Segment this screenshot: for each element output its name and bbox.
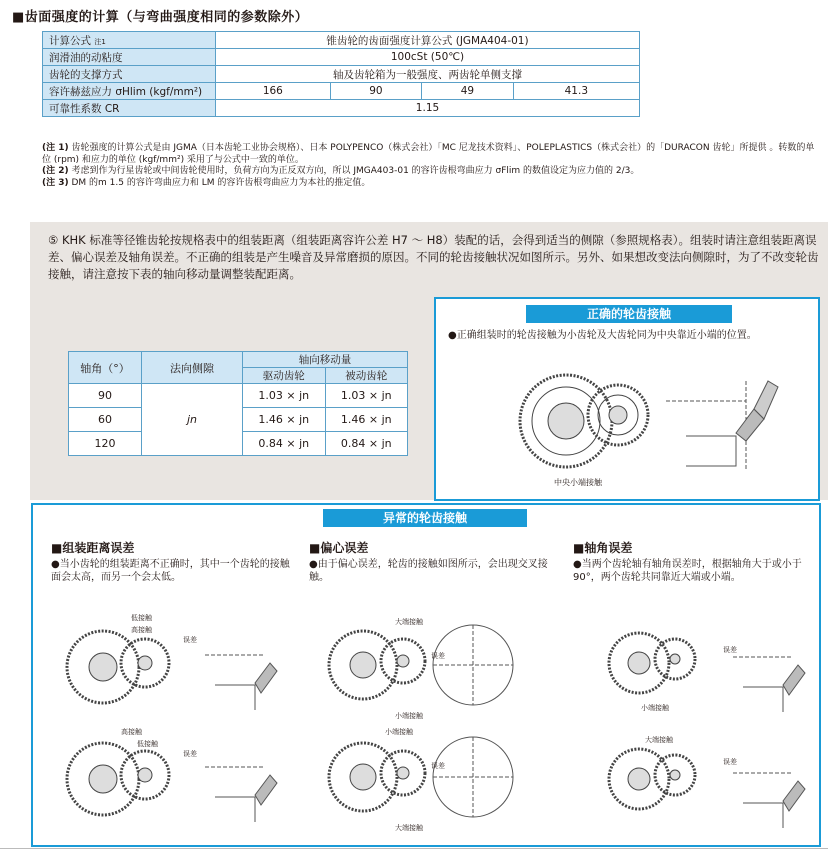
row-label: 齿轮的支撑方式	[43, 66, 216, 83]
header-shaft-angle: 轴角（°）	[69, 352, 142, 384]
correct-gear-figure	[496, 361, 796, 479]
abnormal-contact-title: 异常的轮齿接触	[323, 509, 527, 527]
header-drive-gear: 驱动齿轮	[243, 368, 326, 384]
abnormal-contact-box	[31, 503, 821, 847]
eccentric-error-column	[309, 539, 554, 584]
figure-label: 低接触	[131, 614, 152, 622]
table-row	[69, 384, 408, 408]
page-divider	[0, 848, 828, 849]
row-value: 100cSt (50℃)	[216, 49, 640, 66]
driven-cell: 1.46 × jn	[325, 408, 408, 432]
header-driven-gear: 被动齿轮	[325, 368, 408, 384]
drive-cell: 0.84 × jn	[243, 432, 326, 456]
eccentric-error-figure-2	[323, 727, 523, 827]
backlash-cell: jn	[142, 384, 243, 456]
column-heading: ■轴角误差	[573, 541, 633, 555]
strength-parameter-table	[42, 31, 640, 117]
table-row	[43, 100, 640, 117]
cell-value: 49	[422, 83, 513, 100]
figure-label: 误差	[183, 750, 197, 758]
figure-label: 误差	[183, 636, 197, 644]
cross-section-icon	[666, 381, 778, 471]
header-backlash: 法向侧隙	[142, 352, 243, 384]
bevel-gear-pair-icon	[520, 375, 648, 467]
assembly-error-figure-1	[55, 615, 295, 715]
angle-cell: 120	[69, 432, 142, 456]
row-label: 可靠性系数 CR	[43, 100, 216, 117]
figure-label: 大端接触	[395, 824, 423, 832]
column-heading: ■组装距离误差	[51, 541, 135, 555]
row-label: 计算公式 注1	[43, 32, 216, 49]
footnote: (注 2) 考虑到作为行星齿轮或中间齿轮使用时，负荷方向为正反双方向，所以 JMGA403-01 的容许齿根弯曲应力 σFlim 的数值设定为应力值的 2/3。	[42, 166, 640, 176]
column-text: ●当两个齿轮轴有轴角误差时，根据轴角大于或小于 90°，两个齿轮共同靠近大端或小端。	[573, 559, 802, 583]
footnotes	[42, 143, 818, 189]
figure-label: 大端接触	[395, 618, 423, 626]
drive-cell: 1.03 × jn	[243, 384, 326, 408]
cell-value: 41.3	[513, 83, 639, 100]
shaft-angle-error-figure-1	[603, 617, 813, 717]
figure-label: 低接触	[137, 740, 158, 748]
driven-cell: 0.84 × jn	[325, 432, 408, 456]
correct-contact-box	[434, 297, 820, 501]
axial-movement-table	[68, 351, 408, 456]
section-title: ■齿面强度的计算（与弯曲强度相同的参数除外）	[12, 10, 309, 25]
figure-label: 误差	[431, 762, 445, 770]
correct-contact-text: ●正确组装时的轮齿接触为小齿轮及大齿轮同为中央靠近小端的位置。	[448, 330, 757, 341]
assembly-error-figure-2	[55, 727, 295, 827]
row-label: 润滑油的动粘度	[43, 49, 216, 66]
table-row	[43, 49, 640, 66]
cell-value: 166	[216, 83, 331, 100]
table-row	[43, 32, 640, 49]
shaft-angle-error-figure-2	[603, 733, 813, 833]
eccentric-error-figure-1	[323, 615, 523, 715]
shaft-angle-error-column	[573, 539, 818, 584]
column-text: ●由于偏心误差，轮齿的接触如图所示，会出现交叉接触。	[309, 559, 548, 583]
footnote: (注 3) DM 的m 1.5 的容许弯曲应力和 LM 的容许齿根弯曲应力为本社的推定值。	[42, 177, 371, 188]
correct-contact-caption: 中央小端接触	[554, 478, 602, 487]
row-value: 1.15	[216, 100, 640, 117]
row-value: 锥齿轮的齿面强度计算公式 (JGMA404-01)	[216, 32, 640, 49]
angle-cell: 60	[69, 408, 142, 432]
column-heading: ■偏心误差	[309, 541, 369, 555]
figure-label: 小端接触	[385, 728, 413, 736]
figure-label: 大端接触	[645, 736, 673, 744]
figure-label: 高接触	[121, 728, 142, 736]
table-row	[43, 83, 640, 100]
figure-label: 误差	[723, 646, 737, 654]
driven-cell: 1.03 × jn	[325, 384, 408, 408]
figure-label: 高接触	[131, 626, 152, 634]
assembly-distance-error-column	[51, 539, 296, 584]
column-text: ●当小齿轮的组装距离不正确时，其中一个齿轮的接触面会太高，而另一个会太低。	[51, 559, 290, 583]
figure-label: 小端接触	[641, 704, 669, 712]
cell-value: 90	[330, 83, 421, 100]
intro-text: ⑤ KHK 标准等径锥齿轮按规格表中的组装距离（组装距离容许公差 H7 ～ H8）装配的话，会得到适当的侧隙（参照规格表）。组装时请注意组装距离误差、偏心误差及轴角误差。不正确的组装是产生噪音及异常磨损的原因。不同的轮齿接触状况如图所示。另外、如果想改变法向侧隙时，为了不改变轮齿接触，请注意按下表的轴向移动量调整装配距离。	[48, 233, 819, 281]
row-label: 容许赫兹应力 σHlim (kgf/mm²)	[43, 83, 216, 100]
correct-contact-title: 正确的轮齿接触	[526, 305, 732, 323]
footnote: (注 1) 齿轮强度的计算公式是由 JGMA（日本齿轮工业协会规格）、日本 POLYPENCO（株式会社）「MC 尼龙技术资料」、POLEPLASTICS（株式会社）的「DURACON 齿轮」所提供 。转数的单位 (rpm) 和应力的单位 (kgf/mm²) 采用了与公式中一致的单位。	[42, 143, 815, 165]
figure-label: 误差	[431, 652, 445, 660]
figure-label: 小端接触	[395, 712, 423, 720]
angle-cell: 90	[69, 384, 142, 408]
figure-label: 误差	[723, 758, 737, 766]
table-row	[43, 66, 640, 83]
header-axial-movement: 轴向移动量	[243, 352, 408, 368]
row-value: 轴及齿轮箱为一般强度、两齿轮单侧支撑	[216, 66, 640, 83]
drive-cell: 1.46 × jn	[243, 408, 326, 432]
